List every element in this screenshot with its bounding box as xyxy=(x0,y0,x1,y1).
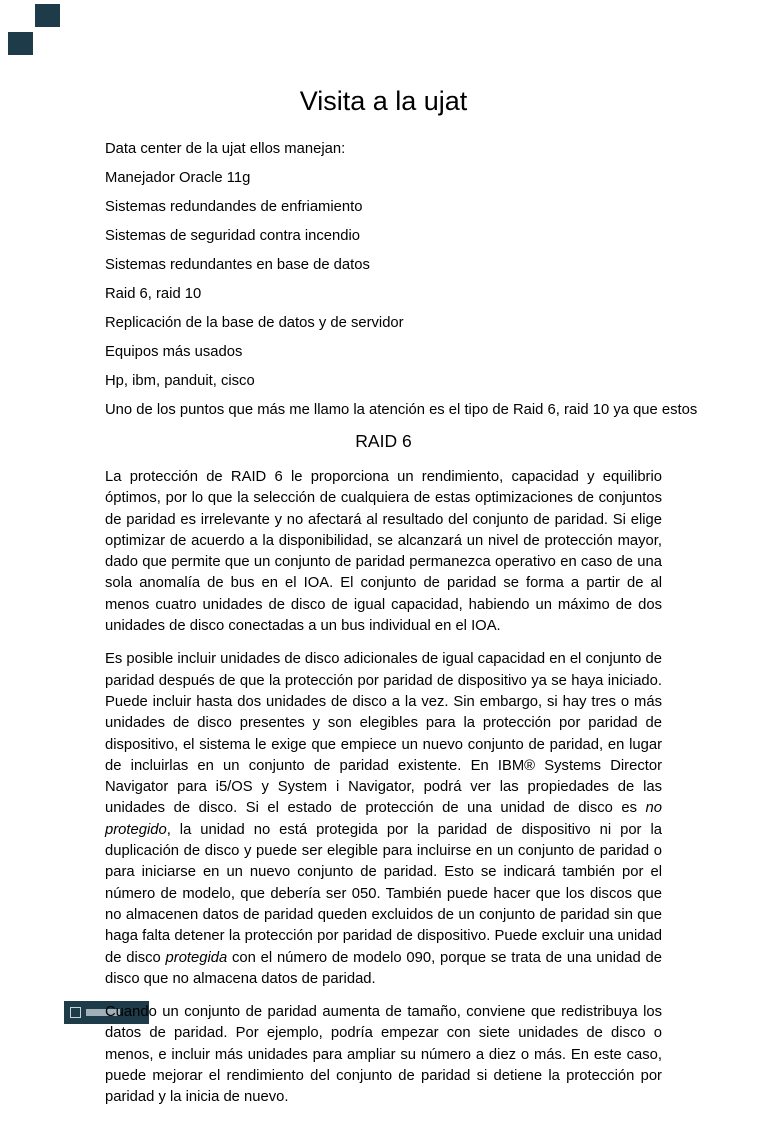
paragraph-raid6-1: La protección de RAID 6 le proporciona un rendimiento, capacidad y equilibrio óptimos, por lo que la selección de cualquiera de estas optimizaciones de conjuntos de paridad es irrelevante y no afectará al resultado del conjunto de paridad. Si elige optimizar de acuerdo a la disponibilidad, se alcanzará un nivel de protección mayor, dado que permite que un conjunto de paridad permanezca operativo en caso de una sola anomalía de bus en el IOA. El conjunto de paridad se forma a partir de al menos cuatro unidades de disco de igual capacidad, habiendo un máximo de dos unidades de disco conectadas a un bus individual en el IOA. xyxy=(105,469,662,635)
viewer-corner-fragment-top-inner xyxy=(8,32,33,55)
intro-line: Manejador Oracle 11g xyxy=(105,170,251,186)
intro-line: Sistemas redundandes de enfriamiento xyxy=(105,199,363,215)
page-icon xyxy=(70,1007,81,1018)
intro-line: Sistemas redundantes en base de datos xyxy=(105,257,370,273)
document-title: Visita a la ujat xyxy=(299,86,468,116)
intro-line: Replicación de la base de datos y de servidor xyxy=(105,315,404,331)
paragraph-segment: Es posible incluir unidades de disco adicionales de igual capacidad en el conjunto de paridad después de que la protección por paridad de dispositivo ya se haya iniciado. Puede incluir hasta dos unidades de disco a la vez. Sin embargo, si hay tres o más unidades de disco presentes y son elegibles para la protección por paridad de dispositivo, el sistema le exige que empiece un nuevo conjunto de paridad, en lugar de incluirlas en un conjunto de paridad existente. En IBM® Systems Director Navigator para i5/OS y System i Navigator, podrá ver las propiedades de las unidades de disco. Si el estado de protección de una unidad de disco es xyxy=(105,651,662,817)
paragraph-raid6-3: Cuando un conjunto de paridad aumenta de tamaño, conviene que redistribuya los datos de paridad. Por ejemplo, podría empezar con siete unidades de disco o menos, e incluir más unidades para ampliar su número a diez o más. En este caso, puede mejorar el rendimiento del conjunto de paridad si detiene la protección por paridad y la inicia de nuevo. xyxy=(105,1004,662,1106)
intro-line: Sistemas de seguridad contra incendio xyxy=(105,228,360,244)
intro-list xyxy=(105,141,698,418)
intro-line: Equipos más usados xyxy=(105,344,243,360)
paragraph-raid6-2 xyxy=(105,649,662,990)
intro-line: Data center de la ujat ellos manejan: xyxy=(105,141,346,157)
section-heading-raid6: RAID 6 xyxy=(355,431,412,451)
viewer-corner-fragment-top-outer xyxy=(35,4,60,27)
document-page xyxy=(105,86,698,1121)
italic-term-no-protegido: no protegido xyxy=(105,800,662,838)
italic-term-protegida: protegida xyxy=(165,949,228,966)
paragraph-segment: , la unidad no está protegida por la paridad de dispositivo ni por la duplicación de disco y puede ser elegible para incluirse en un conjunto de paridad o para iniciarse en un nuevo conjunto de paridad. Esto se indicará también por el número de modelo, que debería ser 050. También puede hacer que los discos que no almacenen datos de paridad queden excluidos de un conjunto de paridad sin que haga falta detener la protección por paridad de dispositivo. Puede excluir una unidad de disco xyxy=(105,821,662,966)
paragraph-segment: con el número de modelo 090, porque se trata de una unidad de disco que no almacena datos de paridad. xyxy=(105,949,662,987)
intro-line: Raid 6, raid 10 xyxy=(105,286,202,302)
intro-line: Uno de los puntos que más me llamo la atención es el tipo de Raid 6, raid 10 ya que estos xyxy=(105,402,698,418)
intro-line: Hp, ibm, panduit, cisco xyxy=(105,373,255,389)
